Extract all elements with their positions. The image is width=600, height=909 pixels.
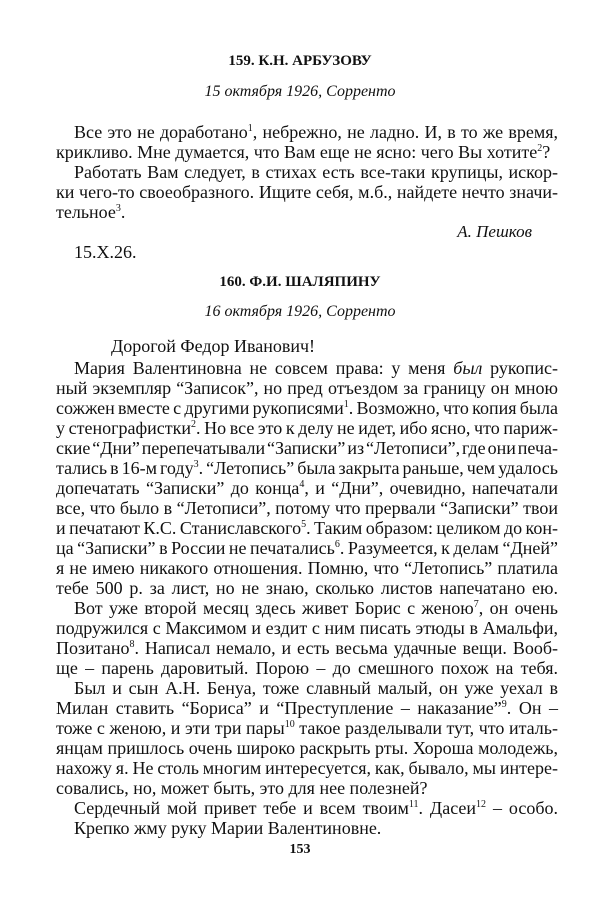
text-line-content xyxy=(74,598,558,618)
text-segment: тоже с женою, и эти три пары xyxy=(56,718,285,738)
text-segment: тались в 16-м году xyxy=(56,458,194,478)
text-line-content xyxy=(56,638,558,658)
text-line-content xyxy=(56,418,558,438)
text-line xyxy=(74,798,558,818)
text-line-content xyxy=(56,778,428,798)
footnote-ref: 2 xyxy=(537,143,543,154)
text-segment: совались, но, может быть, это для нее полезней? xyxy=(56,778,428,798)
letter-160-salutation: Дорогой Федор Иванович! xyxy=(111,336,316,356)
footnote-ref: 1 xyxy=(343,399,349,410)
text-segment: Милан ставить “Бориса” и “Преступление – наказание” xyxy=(56,698,502,718)
text-line xyxy=(56,478,558,498)
footnote-ref: 5 xyxy=(301,519,307,530)
text-line-content xyxy=(56,738,558,758)
letter-159-signature: А. Пешков xyxy=(457,222,532,241)
text-segment: – особо. xyxy=(486,798,558,818)
footnote-ref: 8 xyxy=(129,639,135,650)
text-segment: , он очень xyxy=(478,598,558,618)
text-line-content xyxy=(74,122,558,142)
text-segment: , и “Дни”, очевидно, напечатали xyxy=(304,478,558,498)
text-line-content xyxy=(74,798,558,818)
footnote-ref: 11 xyxy=(408,799,419,810)
footnote-ref: 9 xyxy=(501,699,507,710)
text-line xyxy=(56,398,558,418)
text-segment: . “Летопись” была закрыта раньше, чем удалось xyxy=(198,458,558,478)
footnote-ref: 3 xyxy=(193,459,199,470)
text-line-content xyxy=(74,358,558,378)
footnote-ref: 10 xyxy=(284,719,295,730)
text-segment: ще – парень даровитый. Порою – до смешного похож на тебя. xyxy=(56,658,558,678)
text-segment: Был и сын А.Н. Бенуа, тоже славный малый, он уже уехал в xyxy=(74,678,558,698)
text-segment: допечатать “Записки” до конца xyxy=(56,478,300,498)
text-segment: нахожу я. Не столь многим интересуется, как, бывало, мы интере- xyxy=(56,758,558,778)
text-segment: . Он – xyxy=(506,698,558,718)
text-segment: сожжен вместе с другими рукописями xyxy=(56,398,344,418)
text-segment: ки чего-то своеобразного. Ищите себя, м.б., найдете нечто значи- xyxy=(56,182,558,202)
text-line xyxy=(56,378,558,398)
text-segment: . Разумеется, к делам “Дней” xyxy=(339,538,558,558)
text-segment: . Дасеи xyxy=(418,798,477,818)
text-line-content xyxy=(56,458,558,478)
text-line-content xyxy=(56,478,558,498)
text-line-content xyxy=(56,538,558,558)
text-line xyxy=(56,558,558,578)
text-line xyxy=(56,758,558,778)
text-line xyxy=(74,818,558,838)
text-segment: крикливо. Мне думается, что Вам еще не ясно: чего Вы хотите xyxy=(56,142,538,162)
text-line xyxy=(56,698,558,718)
text-line xyxy=(56,518,558,538)
text-line-content xyxy=(56,618,558,638)
text-segment: ские “Дни” перепечатывали “Записки” из “Летописи”, где они печа- xyxy=(56,438,558,458)
page-number: 153 xyxy=(289,842,311,857)
text-segment: ца “Записки” в России не печатались xyxy=(56,538,335,558)
text-line xyxy=(74,598,558,618)
footnote-ref: 3 xyxy=(115,203,121,214)
footnote-ref: 2 xyxy=(191,419,196,430)
text-segment: . xyxy=(120,202,126,222)
text-segment: Сердечный мой привет тебе и всем твоим xyxy=(74,798,409,818)
text-segment: . Но все это к делу не идет, ибо ясно, что париж- xyxy=(196,418,558,438)
letter-159-dateline: 15 октября 1926, Сорренто xyxy=(204,83,396,100)
text-segment: такое разделывали тут, что италь- xyxy=(294,718,558,738)
text-line-content xyxy=(56,498,558,518)
text-segment: Крепко жму руку Марии Валентиновне. xyxy=(74,818,382,838)
text-segment: Все это не доработано xyxy=(74,122,248,142)
text-line xyxy=(74,678,558,698)
text-line xyxy=(56,438,558,458)
text-line-content xyxy=(74,818,381,838)
text-segment: . Возможно, что копия была xyxy=(348,398,558,418)
text-line-content xyxy=(56,558,558,578)
text-line-content xyxy=(56,578,558,598)
text-line xyxy=(56,498,558,518)
italic-text: был xyxy=(453,358,483,378)
text-line-content xyxy=(56,182,558,202)
text-line xyxy=(56,658,558,678)
text-line xyxy=(56,578,558,598)
text-line-content xyxy=(56,398,558,418)
text-line-content xyxy=(56,758,558,778)
text-line xyxy=(56,738,558,758)
footnote-ref: 12 xyxy=(476,799,487,810)
text-line xyxy=(74,162,558,182)
footnote-ref: 7 xyxy=(473,599,479,610)
text-segment: ? xyxy=(542,142,551,162)
text-segment: Работать Вам следует, в стихах есть все-таки крупицы, искор- xyxy=(74,162,558,182)
text-segment: я не имею никакого отношения. Помню, что “Летопись” платила xyxy=(56,558,558,578)
text-segment: тебе 500 р. за лист, но не знаю, сколько листов напечатано ею. xyxy=(56,578,558,598)
text-segment: янцам пришлось очень широко раскрыть рты. Хороша молодежь, xyxy=(56,738,558,758)
text-line xyxy=(56,538,558,558)
footnote-ref: 4 xyxy=(299,479,305,490)
text-segment: Мария Валентиновна не совсем права: у меня xyxy=(74,358,454,378)
text-segment: у стенографистки xyxy=(56,418,191,438)
text-segment: Позитано xyxy=(56,638,130,658)
text-line xyxy=(56,418,558,438)
letter-160-heading: 160. Ф.И. ШАЛЯПИНУ xyxy=(219,274,381,290)
text-line-content xyxy=(56,658,558,678)
text-line-content xyxy=(56,378,558,398)
letter-160-dateline: 16 октября 1926, Сорренто xyxy=(204,303,396,320)
text-segment: и печатают К.С. Станиславского xyxy=(56,518,302,538)
text-line xyxy=(56,202,558,222)
text-segment: рукопис- xyxy=(482,358,558,378)
text-line xyxy=(56,718,558,738)
footnote-ref: 6 xyxy=(334,539,340,550)
letter-159-postdate: 15.X.26. xyxy=(74,242,137,262)
text-line-content xyxy=(56,718,558,738)
text-line-content xyxy=(56,202,125,222)
text-segment: , небрежно, не ладно. И, в то же время, xyxy=(252,122,558,142)
text-line xyxy=(56,458,558,478)
text-segment: Вот уже второй месяц здесь живет Борис с женою xyxy=(74,598,474,618)
text-segment: . Написал немало, и есть весьма удачные вещи. Вооб- xyxy=(134,638,558,658)
text-line xyxy=(56,618,558,638)
letter-159-heading: 159. К.Н. АРБУЗОВУ xyxy=(228,53,372,69)
text-segment: тельное xyxy=(56,202,116,222)
text-line-content xyxy=(56,518,558,538)
text-segment: подружился с Максимом и ездит с ним писать этюды в Амальфи, xyxy=(56,618,558,638)
text-line xyxy=(56,638,558,658)
text-line-content xyxy=(74,678,558,698)
text-line xyxy=(74,358,558,378)
text-segment: ный экземпляр “Записок”, но пред отъездом за границу он мною xyxy=(56,378,558,398)
text-segment: . Таким образом: целиком до кон- xyxy=(306,518,558,538)
text-line-content xyxy=(56,698,558,718)
text-line-content xyxy=(74,162,558,182)
text-segment: все, что было в “Летописи”, потому что прервали “Записки” твои xyxy=(56,498,558,518)
text-line-content xyxy=(56,142,550,162)
text-line xyxy=(56,778,558,798)
footnote-ref: 1 xyxy=(247,123,253,134)
text-line xyxy=(56,182,558,202)
text-line xyxy=(74,122,558,142)
text-line-content xyxy=(56,438,558,458)
text-line xyxy=(56,142,558,162)
